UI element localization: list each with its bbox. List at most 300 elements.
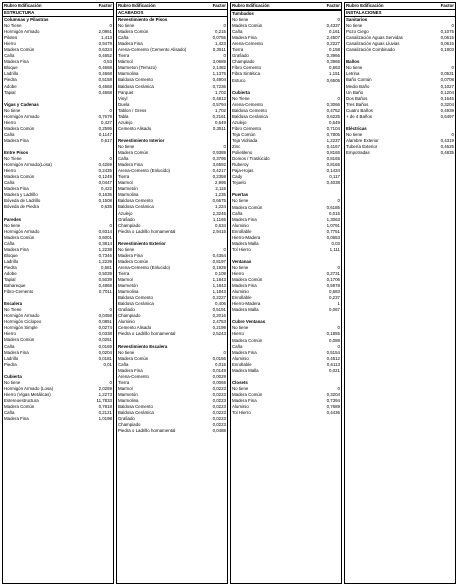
row-factor-value: 0,5154 xyxy=(326,349,340,355)
row-factor-value: 1,2237 xyxy=(326,137,340,143)
row-item-name: Canalización Aguas Lluvias xyxy=(346,41,400,47)
row-item-name: No Tiene xyxy=(4,307,22,313)
row-factor-value: 0,7805 xyxy=(326,131,340,137)
row-item-name: Champiado xyxy=(232,59,255,65)
row-item-name: Ruberoy xyxy=(232,162,249,168)
row-item-name: Bóveda de Piedra xyxy=(4,204,39,210)
row-factor-value: 0,0458 xyxy=(98,313,112,319)
row-factor-value: 0,215 xyxy=(215,29,226,35)
row-factor-value: 0,4269 xyxy=(98,162,112,168)
row-item-name: Madera Fina xyxy=(118,252,143,258)
row-item-name: Madera Fina xyxy=(232,349,257,355)
row-item-name: Fibro-Cemento xyxy=(4,289,34,295)
row-item-name: Piedra o Ladrillo hornamental xyxy=(118,428,176,434)
row-item-name: Dos Baños xyxy=(346,95,368,101)
row-factor-value: 0 xyxy=(109,222,112,228)
row-item-name: No tiene xyxy=(346,131,363,137)
row-factor-value: 0,161 xyxy=(329,29,340,35)
column-header xyxy=(117,3,227,10)
row-item-name: Madera Común xyxy=(232,277,263,283)
row-item-name: Madera Fina xyxy=(4,416,29,422)
row-item-name: Mármol xyxy=(118,59,133,65)
row-factor-value: 1,0198 xyxy=(98,416,112,422)
row-item-name: Arena-Cemento xyxy=(232,41,263,47)
row-factor-value: 0,4904 xyxy=(212,77,226,83)
row-factor-value: 0 xyxy=(109,156,112,162)
row-factor-value: 0,5158 xyxy=(98,77,112,83)
row-factor-value: 1,1165 xyxy=(212,216,226,222)
row-item-name: Domos / Traslúcido xyxy=(232,156,270,162)
row-factor-value: 0,0223 xyxy=(212,422,226,428)
row-factor-value: 0,617 xyxy=(101,137,112,143)
row-factor-value: 0,1635 xyxy=(98,192,112,198)
row-item-name: Baldosa Cerámica xyxy=(232,113,268,119)
row-factor-value: 0,649 xyxy=(215,119,226,125)
row-item-name: No tiene xyxy=(118,246,135,252)
row-factor-value: 0,4668 xyxy=(98,65,112,71)
row-factor-value: 0 xyxy=(451,131,454,137)
row-item-name: Piedra o Ladrillo hornamental xyxy=(118,331,176,337)
row-item-name: Estereoestructura xyxy=(4,397,39,403)
row-factor-value: 0,7394 xyxy=(326,398,340,403)
row-factor-value: 0 xyxy=(337,264,340,270)
row-factor-value: 0,8197 xyxy=(212,258,226,264)
column-header xyxy=(3,3,113,10)
section-title-text: Entre Pisos xyxy=(4,150,29,156)
row-item-name: Marmolina xyxy=(118,397,139,403)
row-item-name: Zinc xyxy=(232,144,241,150)
row-item-name: Caña xyxy=(118,156,129,162)
row-item-name: Adobe xyxy=(4,270,17,276)
row-factor-value: 0 xyxy=(451,65,454,71)
row-factor-value: 0,6675 xyxy=(212,198,226,204)
row-factor-value: 0,117 xyxy=(329,174,340,180)
row-item-name: Grafiado xyxy=(232,53,249,59)
row-factor-value: 0,1027 xyxy=(440,83,454,89)
row-item-name: Baldosa Cemento xyxy=(232,107,267,113)
row-factor-value: 0,3795 xyxy=(212,156,226,162)
table-column-1 xyxy=(2,2,114,584)
row-item-name: Marmol xyxy=(118,277,133,283)
row-factor-value: 0,422 xyxy=(101,186,112,192)
row-factor-value: 0,5978 xyxy=(326,283,340,289)
row-factor-value: 1,2238 xyxy=(98,246,112,252)
row-factor-value: 2,0259 xyxy=(98,385,112,391)
row-item-name: Marmolina xyxy=(118,289,139,295)
row-item-name: No Tiene xyxy=(4,23,22,29)
row-factor-value: 0,1929 xyxy=(212,264,226,270)
row-item-name: Madera Común xyxy=(232,391,263,397)
row-item-name: Hormigón Simple xyxy=(4,325,38,331)
row-factor-value: 0 xyxy=(223,349,226,355)
category-title: ESTRUCTURA xyxy=(3,10,113,17)
row-factor-value: 0,1249 xyxy=(98,174,112,180)
section-title-text: Cubierta xyxy=(4,373,22,379)
row-item-name: Arena-Cemento (Enlucido) xyxy=(118,168,170,174)
row-factor-value: 0,7236 xyxy=(212,83,226,89)
row-item-name: Arena-Cemento (Cemento Alisado) xyxy=(118,47,187,53)
row-factor-value: 0,0204 xyxy=(98,349,112,355)
row-factor-value: 0,2016 xyxy=(212,313,226,319)
row-item-name: Baldosa Cerámica xyxy=(118,410,154,416)
row-factor-value: 0,8165 xyxy=(326,162,340,168)
column-header xyxy=(231,3,341,10)
row-factor-value: 0 xyxy=(337,17,340,23)
row-factor-value: 0,1646 xyxy=(440,95,454,101)
row-factor-value: 1,702 xyxy=(215,107,226,113)
row-factor-value: 0,4625 xyxy=(440,143,454,149)
row-item-name: Bloque xyxy=(4,252,18,258)
row-item-name: Hierro (Vigas Metálicas) xyxy=(4,391,51,397)
row-factor-value: 0,5794 xyxy=(212,101,226,107)
row-item-name: Un Baño xyxy=(346,89,364,95)
row-factor-value: 3,0689 xyxy=(212,59,226,65)
row-item-name: Baldosa Cerámica xyxy=(118,301,154,307)
row-item-name: Tablon / Gress xyxy=(118,107,147,113)
row-item-name: Cuatro Baños xyxy=(346,107,373,113)
row-factor-value: 0,4835 xyxy=(440,150,454,156)
table-column-2 xyxy=(116,2,228,584)
row-factor-value: 0,0069 xyxy=(212,379,226,385)
row-factor-value: 0,3204 xyxy=(440,101,454,107)
row-item-name: Hierro-Madera xyxy=(232,301,261,307)
table-row xyxy=(231,410,341,416)
row-item-name: Marmetón xyxy=(118,283,138,289)
row-item-name: Baldosa Cemento xyxy=(118,198,153,204)
column-header xyxy=(345,3,455,10)
row-item-name: No tiene xyxy=(118,23,135,29)
row-item-name: Champiado xyxy=(118,422,141,428)
row-factor-value: 0,03 xyxy=(331,240,340,246)
section-title-text: Escalera xyxy=(4,301,23,307)
row-item-name: Tierra xyxy=(118,379,130,385)
row-item-name: Tubería Exterior xyxy=(346,143,378,149)
row-factor-value: 2,5243 xyxy=(212,331,226,337)
row-factor-value: 0,7689 xyxy=(326,404,340,410)
row-item-name: Ladrillo xyxy=(4,258,19,264)
row-factor-value: 0,0149 xyxy=(212,367,226,373)
row-item-name: Tierra xyxy=(118,270,130,276)
header-rubro-label: Rubro Edificación xyxy=(346,3,384,8)
category-title: ACABADOS xyxy=(117,10,227,17)
row-factor-value: 0,4939 xyxy=(440,107,454,113)
row-factor-value: 1,3063 xyxy=(326,216,340,222)
row-factor-value: 0 xyxy=(223,53,226,59)
row-factor-value: 0,1204 xyxy=(440,89,454,95)
table-column-4 xyxy=(344,2,456,584)
row-factor-value: 0,9389 xyxy=(212,150,226,156)
row-factor-value: 0,3814 xyxy=(98,240,112,246)
row-item-name: Madera Malla xyxy=(232,240,259,246)
row-item-name: Piedra xyxy=(4,264,17,270)
row-factor-value: 0,6001 xyxy=(98,234,112,240)
row-factor-value: 0,2227 xyxy=(326,41,340,47)
row-factor-value: 0,683 xyxy=(329,289,340,295)
table-row xyxy=(117,428,227,434)
row-item-name: Baldosa Cerámica xyxy=(118,204,154,210)
row-item-name: Hierro-Madera xyxy=(232,234,261,240)
section-title-text: Tumbados xyxy=(232,11,254,16)
row-factor-value: 0,3966 xyxy=(326,53,340,59)
row-item-name: No tiene xyxy=(232,264,249,270)
row-item-name: No tiene xyxy=(118,143,135,149)
row-factor-value: 0 xyxy=(109,107,112,113)
row-item-name: Grafiado xyxy=(118,216,135,222)
row-factor-value: 0,5191 xyxy=(212,307,226,313)
section-title-text: Revestimiento Escalera xyxy=(118,343,168,349)
section-title-text: Vigas y Cadenas xyxy=(4,101,39,107)
row-item-name: Caña xyxy=(4,410,15,416)
row-factor-value: 0,663 xyxy=(329,65,340,71)
row-factor-value: 0,0531 xyxy=(440,71,454,77)
row-factor-value: 0,015 xyxy=(329,210,340,216)
row-factor-value: 0,2595 xyxy=(98,125,112,131)
section-title-text: Closets xyxy=(232,379,248,385)
row-factor-value: 0,021 xyxy=(329,367,340,373)
row-factor-value: 1,151 xyxy=(329,71,340,77)
row-item-name: Cemento Alisado xyxy=(118,125,152,131)
row-item-name: Marmolina xyxy=(118,71,139,77)
row-factor-value: 0,0274 xyxy=(98,325,112,331)
row-factor-value: 0,4668 xyxy=(98,83,112,89)
row-factor-value: 0,3066 xyxy=(326,101,340,107)
row-factor-value: 0,3965 xyxy=(326,59,340,65)
row-factor-value: 2,4753 xyxy=(212,319,226,325)
row-item-name: No tiene xyxy=(4,107,21,113)
row-factor-value: 0,8165 xyxy=(326,156,340,162)
row-item-name: Madera Común xyxy=(4,174,35,180)
row-item-name: Azulejo xyxy=(232,119,247,125)
header-factor-label: Factor xyxy=(440,3,454,8)
row-item-name: Aluminio xyxy=(232,222,249,228)
row-item-name: Caña xyxy=(232,343,243,349)
row-item-name: Tapial xyxy=(4,277,16,283)
row-factor-value: 0,1147 xyxy=(98,131,112,137)
row-factor-value: 0,6505 xyxy=(326,77,340,83)
row-factor-value: 0,2359 xyxy=(212,174,226,180)
row-factor-value: 1,1375 xyxy=(212,71,226,77)
row-factor-value: 0,01 xyxy=(103,361,112,367)
row-item-name: Caña xyxy=(4,180,15,186)
row-item-name: Marmetón xyxy=(118,186,138,192)
row-item-name: Madera Común xyxy=(118,29,149,35)
row-item-name: Arena-Cemento xyxy=(232,101,263,107)
row-factor-value: 2,995 xyxy=(215,180,226,186)
row-item-name: Madera Común xyxy=(4,404,35,409)
row-item-name: Tierra xyxy=(232,47,244,53)
row-factor-value: 0,0223 xyxy=(212,391,226,397)
row-factor-value: 0,4668 xyxy=(98,71,112,77)
row-item-name: Tejuelo xyxy=(232,180,246,186)
row-factor-value: 1,2239 xyxy=(98,258,112,264)
row-item-name: Estuco xyxy=(232,77,246,83)
row-item-name: Parquet xyxy=(118,89,134,95)
row-factor-value: 0,0488 xyxy=(212,428,226,434)
section-title-text: Baños xyxy=(346,59,360,65)
section-title-text: Columnas y Pilastras xyxy=(4,17,49,22)
row-factor-value: 0,3204 xyxy=(326,391,340,397)
row-factor-value: 0 xyxy=(223,23,226,29)
row-item-name: Marmol xyxy=(118,180,133,186)
row-item-name: Tres Baños xyxy=(346,101,369,107)
row-item-name: No tiene xyxy=(232,385,249,391)
row-factor-value: 0 xyxy=(337,198,340,204)
header-rubro-label: Rubro Edificación xyxy=(118,3,156,8)
row-item-name: Caña xyxy=(4,53,15,59)
row-item-name: Marmol xyxy=(118,385,133,391)
row-factor-value: 0,2161 xyxy=(212,113,226,119)
row-item-name: Madera Común xyxy=(118,150,149,156)
row-item-name: Madera Fina xyxy=(4,186,29,192)
row-item-name: Madera Común xyxy=(232,204,263,210)
header-rubro-label: Rubro Edificación xyxy=(232,3,270,8)
row-item-name: Madera Común xyxy=(4,47,35,53)
row-item-name: Marmetón xyxy=(118,391,138,397)
row-factor-value: 0,0181 xyxy=(98,355,112,361)
row-item-name: No tiene xyxy=(4,222,21,228)
row-factor-value: 0,6324 xyxy=(98,47,112,53)
row-factor-value: 0,0851 xyxy=(98,319,112,325)
row-factor-value: 0,0447 xyxy=(98,180,112,186)
row-item-name: Duela xyxy=(118,101,130,107)
row-factor-value: 0,4752 xyxy=(326,107,340,113)
row-factor-value: 0,0169 xyxy=(98,343,112,349)
header-factor-label: Factor xyxy=(326,3,340,8)
row-factor-value: 0,0223 xyxy=(212,385,226,391)
row-item-name: Madera Fina xyxy=(4,246,29,252)
row-item-name: Caña xyxy=(118,361,129,367)
row-item-name: Baño Común xyxy=(346,77,372,83)
row-factor-value: 0,0223 xyxy=(212,416,226,422)
row-factor-value: 0,4319 xyxy=(440,137,454,143)
row-factor-value: 2,1482 xyxy=(212,65,226,71)
row-item-name: Tierra xyxy=(118,53,130,59)
row-item-name: Madera Común xyxy=(232,337,263,343)
row-factor-value: 0,9314 xyxy=(98,228,112,234)
row-item-name: Teja Común xyxy=(232,131,256,137)
row-factor-value: 1,1843 xyxy=(212,283,226,289)
row-factor-value: 0,7011 xyxy=(98,289,112,295)
row-item-name: Madera Fina xyxy=(232,35,257,41)
row-factor-value: 0,6497 xyxy=(440,113,454,119)
row-factor-value: 0,158 xyxy=(329,47,340,53)
row-item-name: Madera y Ladrillo xyxy=(4,192,38,198)
section-title-text: Revestimiento Exterior xyxy=(118,240,166,246)
row-item-name: Hierro xyxy=(4,41,16,47)
row-factor-value: 0 xyxy=(223,246,226,252)
row-item-name: Fibra Sintética xyxy=(232,71,261,77)
category-title: INSTALACIONES xyxy=(345,10,455,17)
row-factor-value: 0,2227 xyxy=(212,295,226,301)
row-factor-value: 0,4812 xyxy=(212,95,226,101)
row-item-name: No tiene xyxy=(346,23,363,29)
row-item-name: Pozo Ciego xyxy=(346,29,369,35)
row-factor-value: 0,4436 xyxy=(326,410,340,416)
row-factor-value: 1,423 xyxy=(215,41,226,47)
table-row xyxy=(345,150,455,156)
row-item-name: Hormigón Armado xyxy=(4,313,40,319)
row-factor-value: 0,4668 xyxy=(98,89,112,95)
row-item-name: Hierro xyxy=(232,271,244,277)
row-factor-value: 0 xyxy=(337,343,340,349)
row-item-name: Caña xyxy=(232,29,243,35)
row-item-name: Aluminio xyxy=(118,319,135,325)
section-title-text: Revestimiento de Pisos xyxy=(118,17,168,22)
row-item-name: Champiado xyxy=(118,313,141,319)
row-item-name: Madera Fina xyxy=(4,59,29,65)
row-factor-value: 0,1855 xyxy=(326,331,340,337)
row-item-name: Tabla xyxy=(118,113,129,119)
row-factor-value: 0,5039 xyxy=(98,277,112,283)
row-item-name: Aluminio xyxy=(232,289,249,295)
row-item-name: No tiene xyxy=(4,379,21,385)
row-factor-value: 1,235 xyxy=(215,192,226,198)
row-item-name: Hormigón Ciclopeo xyxy=(4,319,42,325)
row-item-name: Madera Común xyxy=(118,355,149,361)
row-factor-value: 0 xyxy=(337,325,340,331)
row-item-name: Canalización Combinado xyxy=(346,47,395,53)
row-factor-value: 0,237 xyxy=(329,295,340,301)
row-item-name: Madera Malla xyxy=(232,367,259,373)
row-item-name: Teja Vidriada xyxy=(232,137,258,143)
row-factor-value: 0,0156 xyxy=(212,355,226,361)
row-item-name: Alambre Exterior xyxy=(346,137,379,143)
row-item-name: Caña xyxy=(118,35,129,41)
section-title-text: Eléctricas xyxy=(346,125,367,131)
row-factor-value: 0,7751 xyxy=(326,228,340,234)
row-factor-value: 0,4868 xyxy=(98,283,112,289)
row-factor-value: 0,0223 xyxy=(212,397,226,403)
row-item-name: Baldosa Cemento xyxy=(118,295,153,301)
row-factor-value: 0,1075 xyxy=(440,29,454,35)
header-factor-label: Factor xyxy=(212,3,226,8)
row-item-name: Hormigón Armado(Losa) xyxy=(4,162,52,168)
row-item-name: No tiene xyxy=(346,65,363,71)
row-item-name: Arena-Cemento xyxy=(118,373,149,379)
row-factor-value: 0,2121 xyxy=(98,410,112,416)
row-factor-value: 0,635 xyxy=(101,204,112,210)
row-factor-value: 0,7679 xyxy=(98,113,112,119)
row-factor-value: 11,7833 xyxy=(96,397,112,403)
row-factor-value: 0,0615 xyxy=(440,35,454,41)
header-factor-label: Factor xyxy=(98,3,112,8)
row-factor-value: 0,53 xyxy=(103,59,112,65)
row-item-name: Cady xyxy=(232,174,243,180)
row-item-name: Piedra o Ladrillo hornamental xyxy=(118,228,176,234)
row-factor-value: 2,115 xyxy=(215,186,226,192)
row-item-name: No tiene xyxy=(232,17,249,23)
row-item-name: Azulejo xyxy=(118,210,133,216)
row-item-name: Madera Común xyxy=(4,234,35,240)
table-row xyxy=(3,416,113,422)
row-factor-value: 0,3511 xyxy=(212,47,226,53)
row-item-name: Madera Común xyxy=(232,23,263,29)
row-item-name: Madera Común xyxy=(4,337,35,343)
row-item-name: Aluminio xyxy=(232,355,249,361)
row-factor-value: 0,0029 xyxy=(212,373,226,379)
row-factor-value: 0,4167 xyxy=(326,144,340,150)
row-item-name: Medio Baño xyxy=(346,83,370,89)
row-factor-value: 0 xyxy=(337,385,340,391)
row-factor-value: 0,2199 xyxy=(212,325,226,331)
row-item-name: Grafiado xyxy=(118,416,135,422)
row-factor-value: 3,6592 xyxy=(212,162,226,168)
row-factor-value: 0,1508 xyxy=(98,198,112,204)
row-item-name: Paja-Hojas xyxy=(232,168,254,174)
row-item-name: Enrollable xyxy=(232,228,252,234)
row-item-name: Piedra xyxy=(4,77,17,83)
row-factor-value: 1,413 xyxy=(101,35,112,41)
